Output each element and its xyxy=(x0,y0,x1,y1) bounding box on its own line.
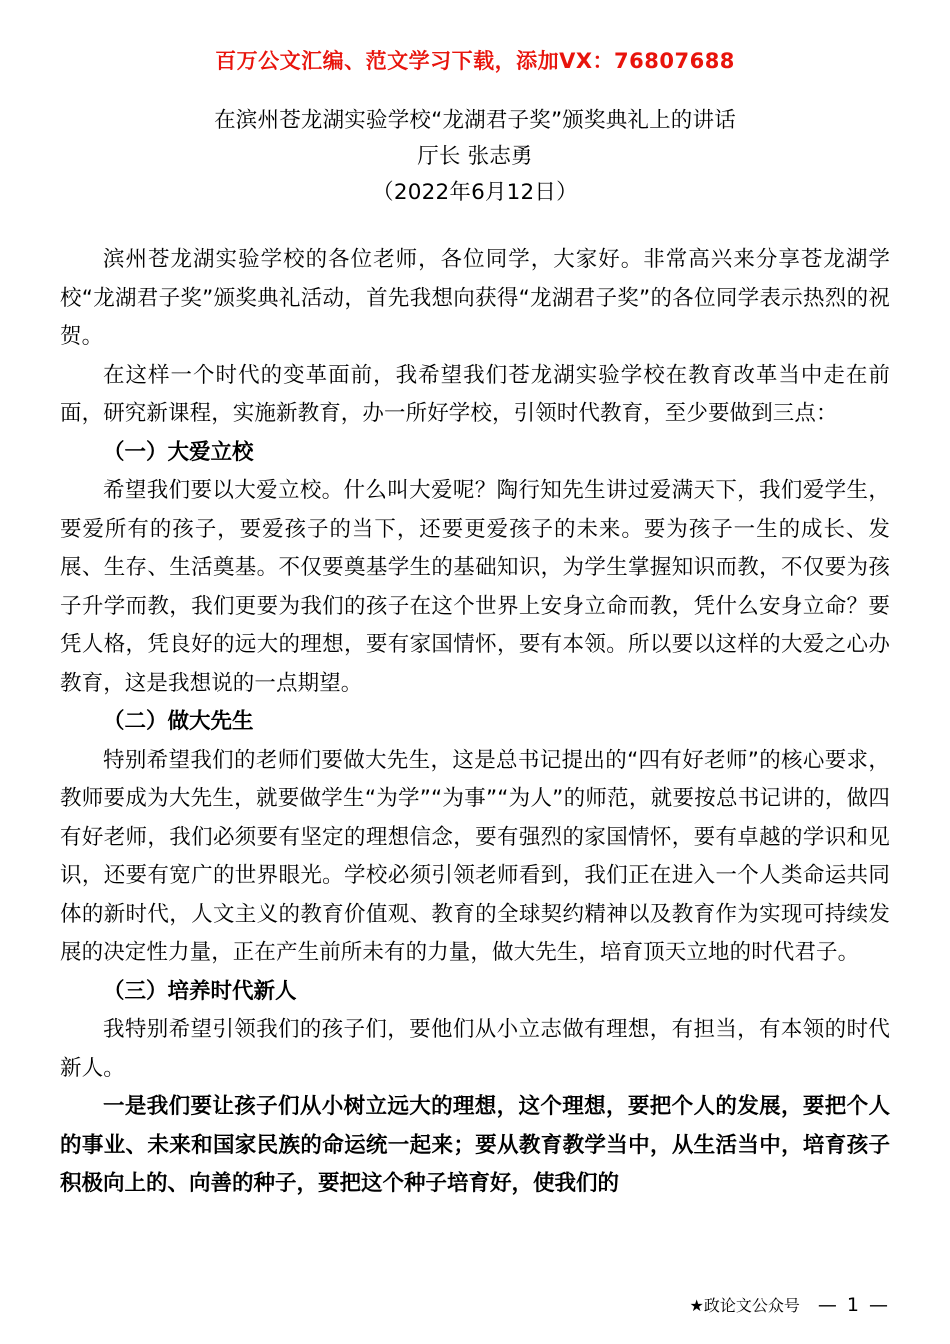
document-body xyxy=(60,241,890,1204)
paragraph: 特别希望我们的老师们要做大先生，这是总书记提出的“四有好老师”的核心要求，教师要成为大先生，就要做学生“为学”“为事”“为人”的师范，就要按总书记讲的，做四有好老师，我们必须要有坚定的理想信念，要有强烈的家国情怀，要有卓越的学识和见识，还要有宽广的世界眼光。学校必须引领老师看到，我们正在进入一个人类命运共同体的新时代，人文主义的教育价值观、教育的全球契约精神以及教育作为实现可持续发展的决定性力量，正在产生前所未有的力量，做大先生，培育顶天立地的时代君子。 xyxy=(60,747,890,965)
promo-banner: 百万公文汇编、范文学习下载，添加VX：76807688 xyxy=(215,49,735,73)
section-heading-2: （二）做大先生 xyxy=(103,709,254,734)
paragraph-emphasized: 一是我们要让孩子们从小树立远大的理想，这个理想，要把个人的发展，要把个人的事业、未来和国家民族的命运统一起来；要从教育教学当中，从生活当中，培育孩子积极向上的、向善的种子，要把这个种子培育好，使我们的 xyxy=(60,1094,890,1196)
page-title: 在滨州苍龙湖实验学校“龙湖君子奖”颁奖典礼上的讲话 xyxy=(214,108,736,133)
paragraph: 在这样一个时代的变革面前，我希望我们苍龙湖实验学校在教育改革当中走在前面，研究新课程，实施新教育，办一所好学校，引领时代教育，至少要做到三点： xyxy=(60,362,890,426)
paragraph: 滨州苍龙湖实验学校的各位老师，各位同学，大家好。非常高兴来分享苍龙湖学校“龙湖君子奖”颁奖典礼活动，首先我想向获得“龙湖君子奖”的各位同学表示热烈的祝贺。 xyxy=(60,247,890,349)
page-footer xyxy=(0,1293,950,1316)
page-number: — 1 — xyxy=(817,1294,890,1316)
section-heading-3: （三）培养时代新人 xyxy=(103,978,297,1004)
section-heading-1: （一）大爱立校 xyxy=(103,439,254,465)
paragraph: 我特别希望引领我们的孩子们，要他们从小立志做有理想，有担当，有本领的时代新人。 xyxy=(60,1017,890,1081)
date-line: （2022年6月12日） xyxy=(372,180,578,205)
author-line: 厅长 张志勇 xyxy=(417,144,533,169)
footer-watermark: ★政论文公众号 xyxy=(689,1296,800,1315)
paragraph: 希望我们要以大爱立校。什么叫大爱呢？陶行知先生讲过爱满天下，我们爱学生，要爱所有的孩子，要爱孩子的当下，还要更爱孩子的未来。要为孩子一生的成长、发展、生存、生活奠基。不仅要奠基学生的基础知识，为学生掌握知识而教，不仅要为孩子升学而教，我们更要为我们的孩子在这个世界上安身立命而教，凭什么安身立命？要凭人格，凭良好的远大的理想，要有家国情怀，要有本领。所以要以这样的大爱之心办教育，这是我想说的一点期望。 xyxy=(60,478,890,696)
